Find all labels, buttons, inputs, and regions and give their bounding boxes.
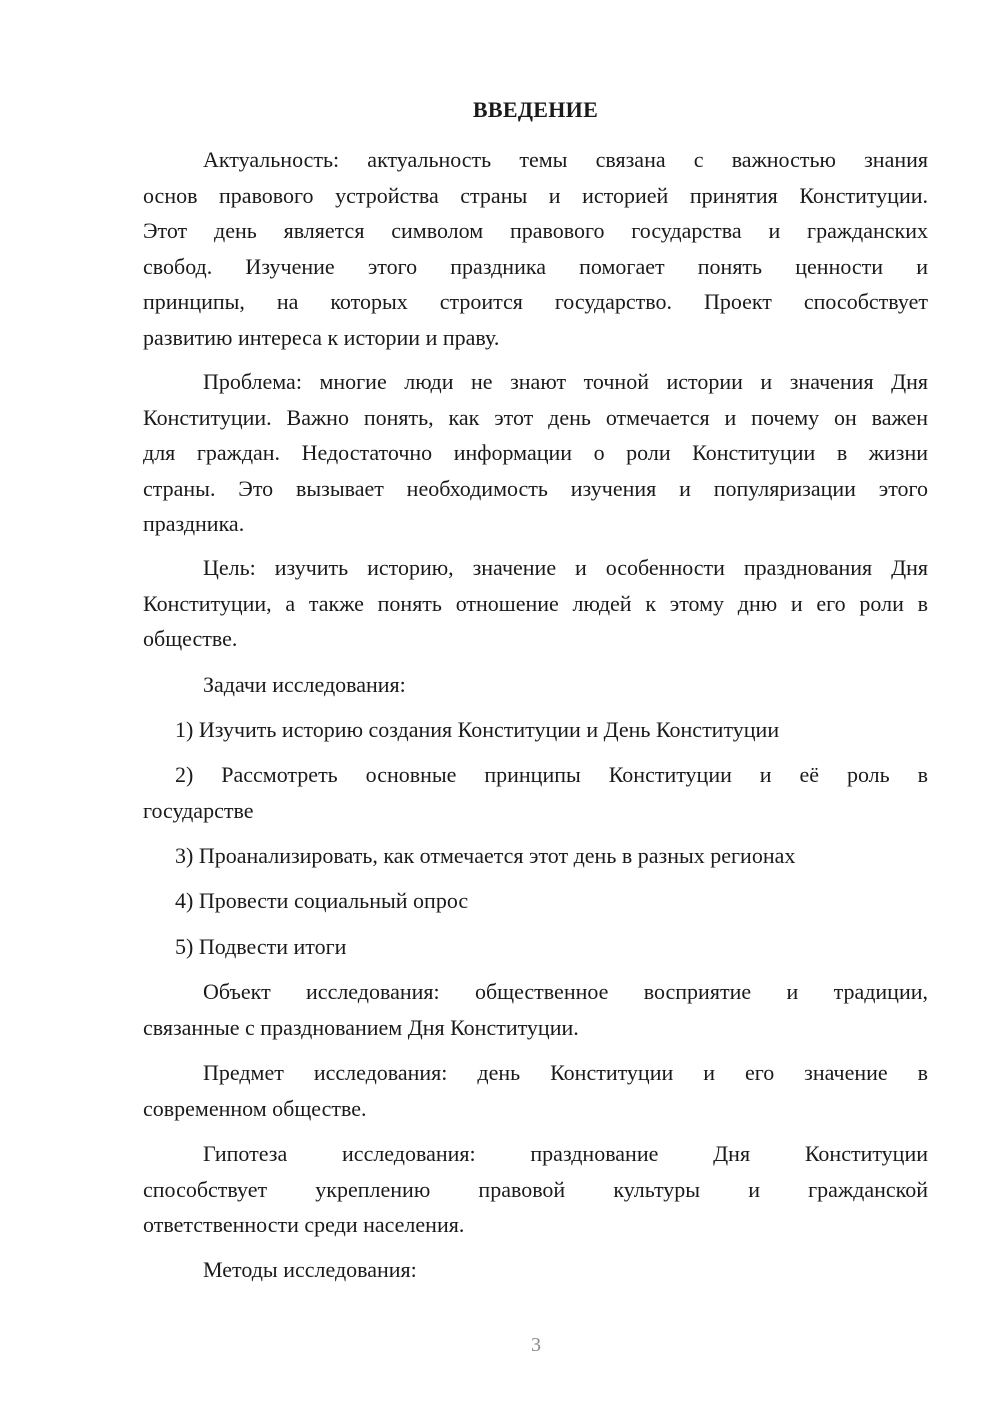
text-line: Предмет исследования: день Конституции и его значение в: [203, 1060, 928, 1085]
list-item: 1) Изучить историю создания Конституции и День Конституции: [175, 717, 780, 742]
text-line: Этот день является символом правового государства и гражданских: [143, 218, 928, 243]
problem-paragraph: [143, 364, 928, 542]
text-line: свобод. Изучение этого праздника помогает понять ценности и: [143, 253, 928, 279]
text-line: способствует укреплению правовой культуры и гражданской: [143, 1176, 928, 1202]
methods-heading: [143, 1252, 928, 1288]
list-item: 3) Проанализировать, как отмечается этот день в разных регионах: [175, 843, 796, 868]
text-line: ответственности среди населения.: [143, 1212, 465, 1237]
text-line: развитию интереса к истории и праву.: [143, 324, 500, 350]
list-item: 2) Рассмотреть основные принципы Конституции и её роль в: [175, 762, 928, 787]
text-line: Актуальность: актуальность темы связана с важностью знания: [203, 147, 928, 172]
goal-paragraph: [143, 550, 928, 657]
text-line: обществе.: [143, 626, 238, 651]
text-line: связанные с празднованием Дня Конституции.: [143, 1014, 579, 1040]
page-title: ВВЕДЕНИЕ: [472, 97, 599, 122]
task-item-1: [143, 712, 928, 748]
text-line: праздника.: [143, 511, 245, 536]
tasks-heading-text: Задачи исследования:: [203, 672, 406, 697]
page-number: 3: [531, 1334, 541, 1356]
task-item-4: [143, 883, 928, 919]
text-line: Конституции. Важно понять, как этот день отмечается и почему он важен: [143, 404, 928, 430]
text-line: страны. Это вызывает необходимость изучения и популяризации этого: [143, 475, 928, 501]
object-paragraph: [143, 974, 928, 1045]
text-line: Конституции, а также понять отношение людей к этому дню и его роли в: [143, 590, 928, 616]
text-line: Объект исследования: общественное восприятие и традиции,: [203, 979, 928, 1004]
list-item-continuation: государстве: [143, 797, 254, 823]
task-item-2: [143, 757, 928, 828]
text-line: современном обществе.: [143, 1095, 367, 1121]
subject-paragraph: [143, 1055, 928, 1126]
task-item-3: [143, 838, 928, 874]
relevance-paragraph: [143, 142, 928, 355]
text-line: Проблема: многие люди не знают точной истории и значения Дня: [203, 369, 928, 394]
task-item-5: [143, 929, 928, 965]
tasks-heading: [143, 667, 928, 703]
methods-heading-text: Методы исследования:: [203, 1257, 417, 1282]
text-line: принципы, на которых строится государство. Проект способствует: [143, 289, 928, 314]
text-line: основ правового устройства страны и историей принятия Конституции.: [143, 182, 928, 208]
text-line: Цель: изучить историю, значение и особенности празднования Дня: [203, 555, 928, 580]
list-item: 4) Провести социальный опрос: [175, 888, 469, 913]
hypothesis-paragraph: [143, 1136, 928, 1243]
list-item: 5) Подвести итоги: [175, 934, 347, 959]
text-line: для граждан. Недостаточно информации о роли Конституции в жизни: [143, 440, 928, 465]
text-line: Гипотеза исследования: празднование Дня Конституции: [203, 1141, 928, 1166]
